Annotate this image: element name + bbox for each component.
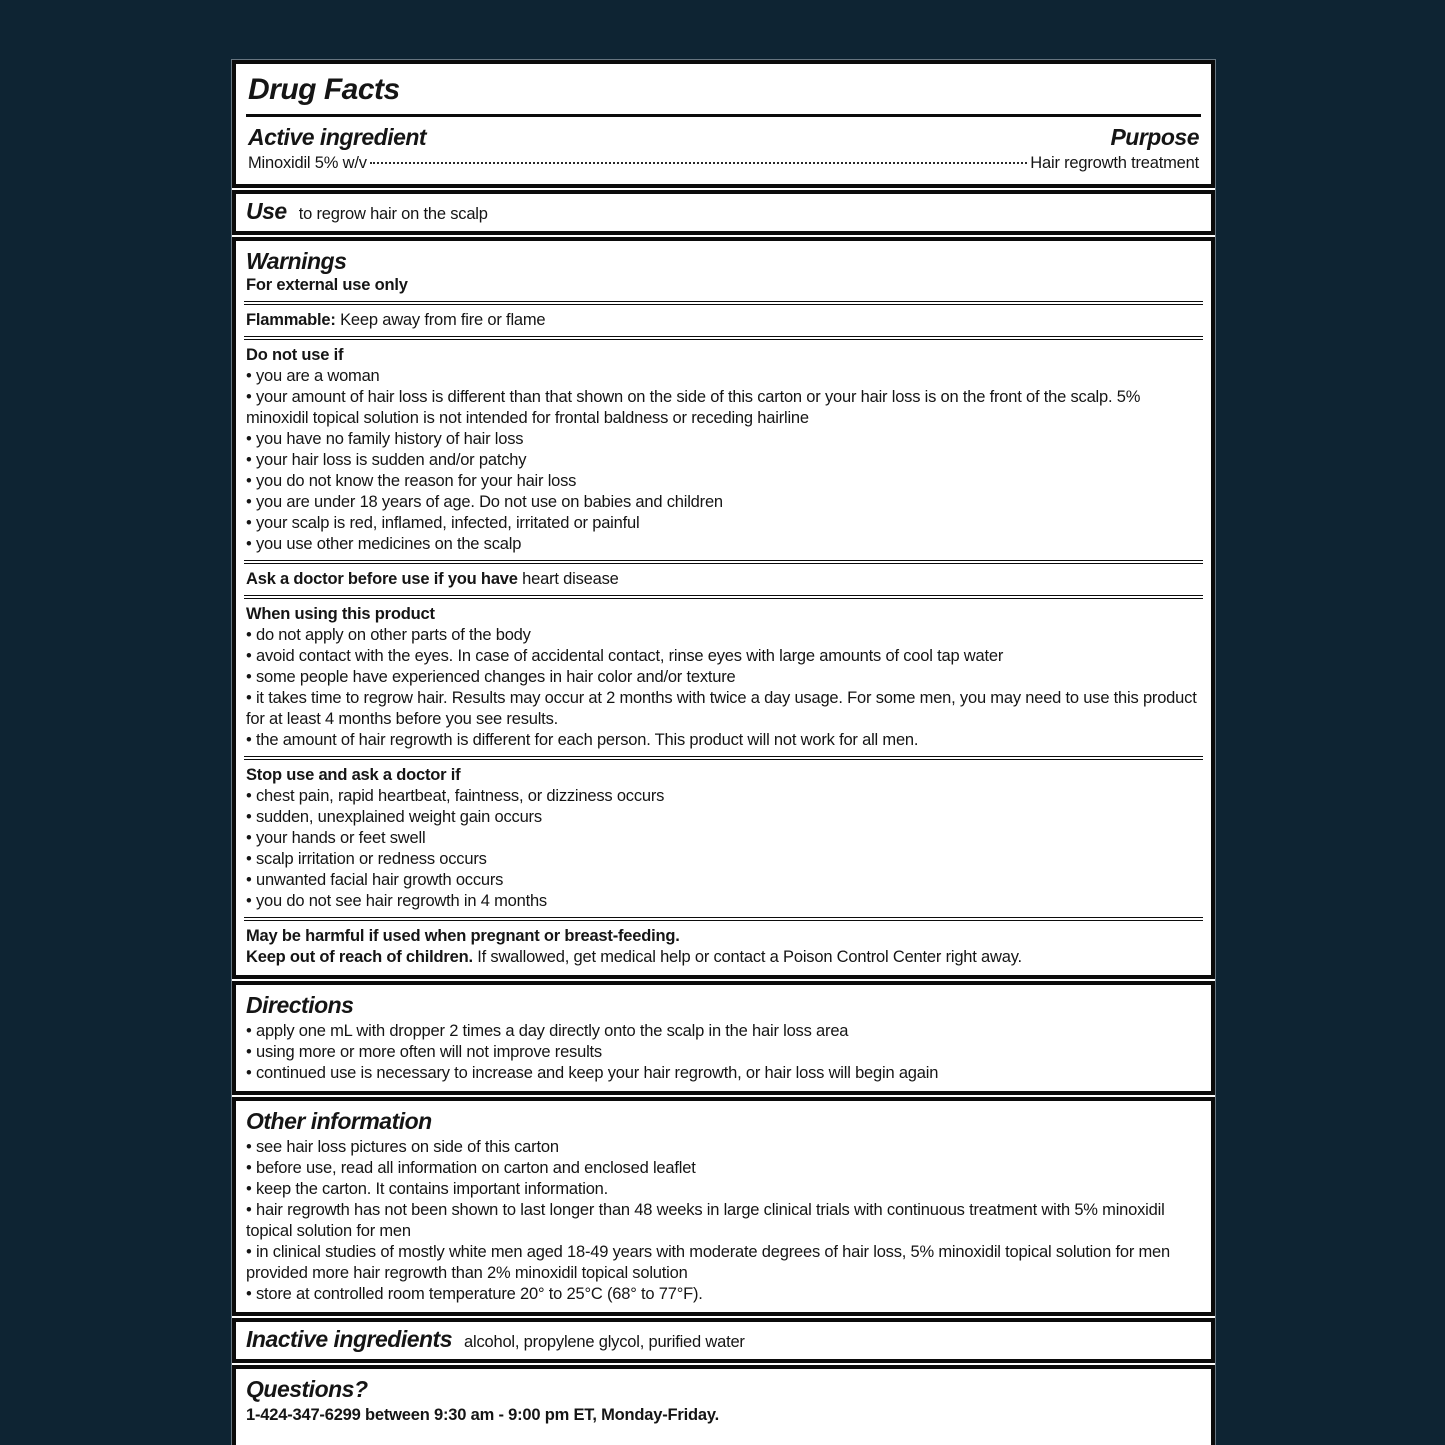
directions-heading: Directions [246,992,354,1018]
do-not-use-item: • you are a woman [246,366,1201,387]
active-ingredient-row [246,152,1201,177]
when-using-item: • the amount of hair regrowth is different for each person. This product will not work for all men. [246,730,1201,751]
do-not-use-item: • you are under 18 years of age. Do not use on babies and children [246,492,1201,513]
stop-use-item: • you do not see hair regrowth in 4 months [246,891,1201,912]
active-ingredient-heading: Active ingredient [248,124,427,150]
other-information-item: • before use, read all information on carton and enclosed leaflet [246,1158,1201,1179]
section-directions [232,981,1215,1095]
stop-use-item: • scalp irritation or redness occurs [246,849,1201,870]
stop-use-item: • chest pain, rapid heartbeat, faintness, or dizziness occurs [246,786,1201,807]
ask-doctor-warning [246,569,1201,590]
warnings-divider [244,336,1203,340]
other-information-item: • see hair loss pictures on side of this carton [246,1137,1201,1158]
do-not-use-item: • you have no family history of hair loss [246,429,1201,450]
ingredient-name: Minoxidil 5% w/v [248,154,367,172]
stop-use-heading: Stop use and ask a doctor if [246,766,461,784]
do-not-use-item: • you use other medicines on the scalp [246,534,1201,555]
do-not-use-item: • your scalp is red, inflamed, infected, irritated or painful [246,513,1201,534]
do-not-use-item: • your hair loss is sudden and/or patchy [246,450,1201,471]
stop-use-item: • your hands or feet swell [246,828,1201,849]
flammable-text: Keep away from fire or flame [340,311,546,329]
ask-doctor-label: Ask a doctor before use if you have [246,570,518,588]
when-using-item: • it takes time to regrow hair. Results may occur at 2 months with twice a day usage. For some men, you may need to use this product for at least 4 months before you see results. [246,688,1201,730]
when-using-item: • avoid contact with the eyes. In case of accidental contact, rinse eyes with large amounts of cool tap water [246,646,1201,667]
directions-item: • using more or more often will not improve results [246,1042,1201,1063]
keep-out-text: If swallowed, get medical help or contact a Poison Control Center right away. [477,948,1022,966]
keep-out-label: Keep out of reach of children. [246,948,473,966]
other-information-heading: Other information [246,1108,432,1134]
ingredient-purpose: Hair regrowth treatment [1030,154,1199,172]
when-using-item: • do not apply on other parts of the body [246,625,1201,646]
warnings-divider [244,917,1203,921]
keep-out-warning [246,947,1201,968]
active-ingredient-header-row [246,121,1201,152]
do-not-use-item: • your amount of hair loss is different than that shown on the side of this carton or your hair loss is on the front of the scalp. 5% minoxidil topical solution is not intended for frontal baldness or receding hairline [246,387,1201,429]
section-use [232,190,1215,235]
purpose-heading: Purpose [1110,124,1199,150]
other-information-item: • hair regrowth has not been shown to last longer than 48 weeks in large clinical trials with continuous treatment with 5% minoxidil topical solution for men [246,1200,1201,1242]
stop-use-item: • sudden, unexplained weight gain occurs [246,807,1201,828]
flammable-warning [246,310,1201,331]
warnings-divider [244,756,1203,760]
when-using-item: • some people have experienced changes in hair color and/or texture [246,667,1201,688]
use-text: to regrow hair on the scalp [298,205,488,223]
directions-item: • apply one mL with dropper 2 times a day directly onto the scalp in the hair loss area [246,1021,1201,1042]
inactive-ingredients-heading: Inactive ingredients [246,1326,453,1352]
questions-phone: 1-424-347-6299 between 9:30 am - 9:00 pm ET, Monday-Friday. [246,1406,720,1424]
section-questions [232,1365,1215,1445]
section-warnings [232,237,1215,979]
when-using-heading: When using this product [246,605,435,623]
questions-heading: Questions? [246,1376,368,1402]
other-information-item: • keep the carton. It contains important information. [246,1179,1201,1200]
section-other-information [232,1097,1215,1316]
use-heading: Use [246,198,287,224]
dotted-leader [370,162,1028,164]
inactive-ingredients-text: alcohol, propylene glycol, purified water [464,1333,745,1351]
other-information-item: • in clinical studies of mostly white men aged 18-49 years with moderate degrees of hair loss, 5% minoxidil topical solution for men provided more hair regrowth than 2% minoxidil topical solution [246,1242,1201,1284]
drug-facts-panel [232,60,1215,1445]
other-information-item: • store at controlled room temperature 20° to 25°C (68° to 77°F). [246,1284,1201,1305]
warnings-divider [244,560,1203,564]
warnings-divider [244,595,1203,599]
warnings-heading: Warnings [246,248,347,274]
pregnancy-warning: May be harmful if used when pregnant or breast-feeding. [246,927,680,945]
section-inactive-ingredients [232,1318,1215,1363]
directions-item: • continued use is necessary to increase and keep your hair regrowth, or hair loss will begin again [246,1063,1201,1084]
drug-facts-title: Drug Facts [248,73,400,106]
external-use-warning: For external use only [246,276,408,294]
title-divider [246,114,1201,117]
flammable-label: Flammable: [246,311,336,329]
warnings-divider [244,301,1203,305]
do-not-use-item: • you do not know the reason for your hair loss [246,471,1201,492]
do-not-use-heading: Do not use if [246,346,344,364]
stop-use-item: • unwanted facial hair growth occurs [246,870,1201,891]
section-active-ingredient [232,60,1215,188]
ask-doctor-text: heart disease [522,570,619,588]
